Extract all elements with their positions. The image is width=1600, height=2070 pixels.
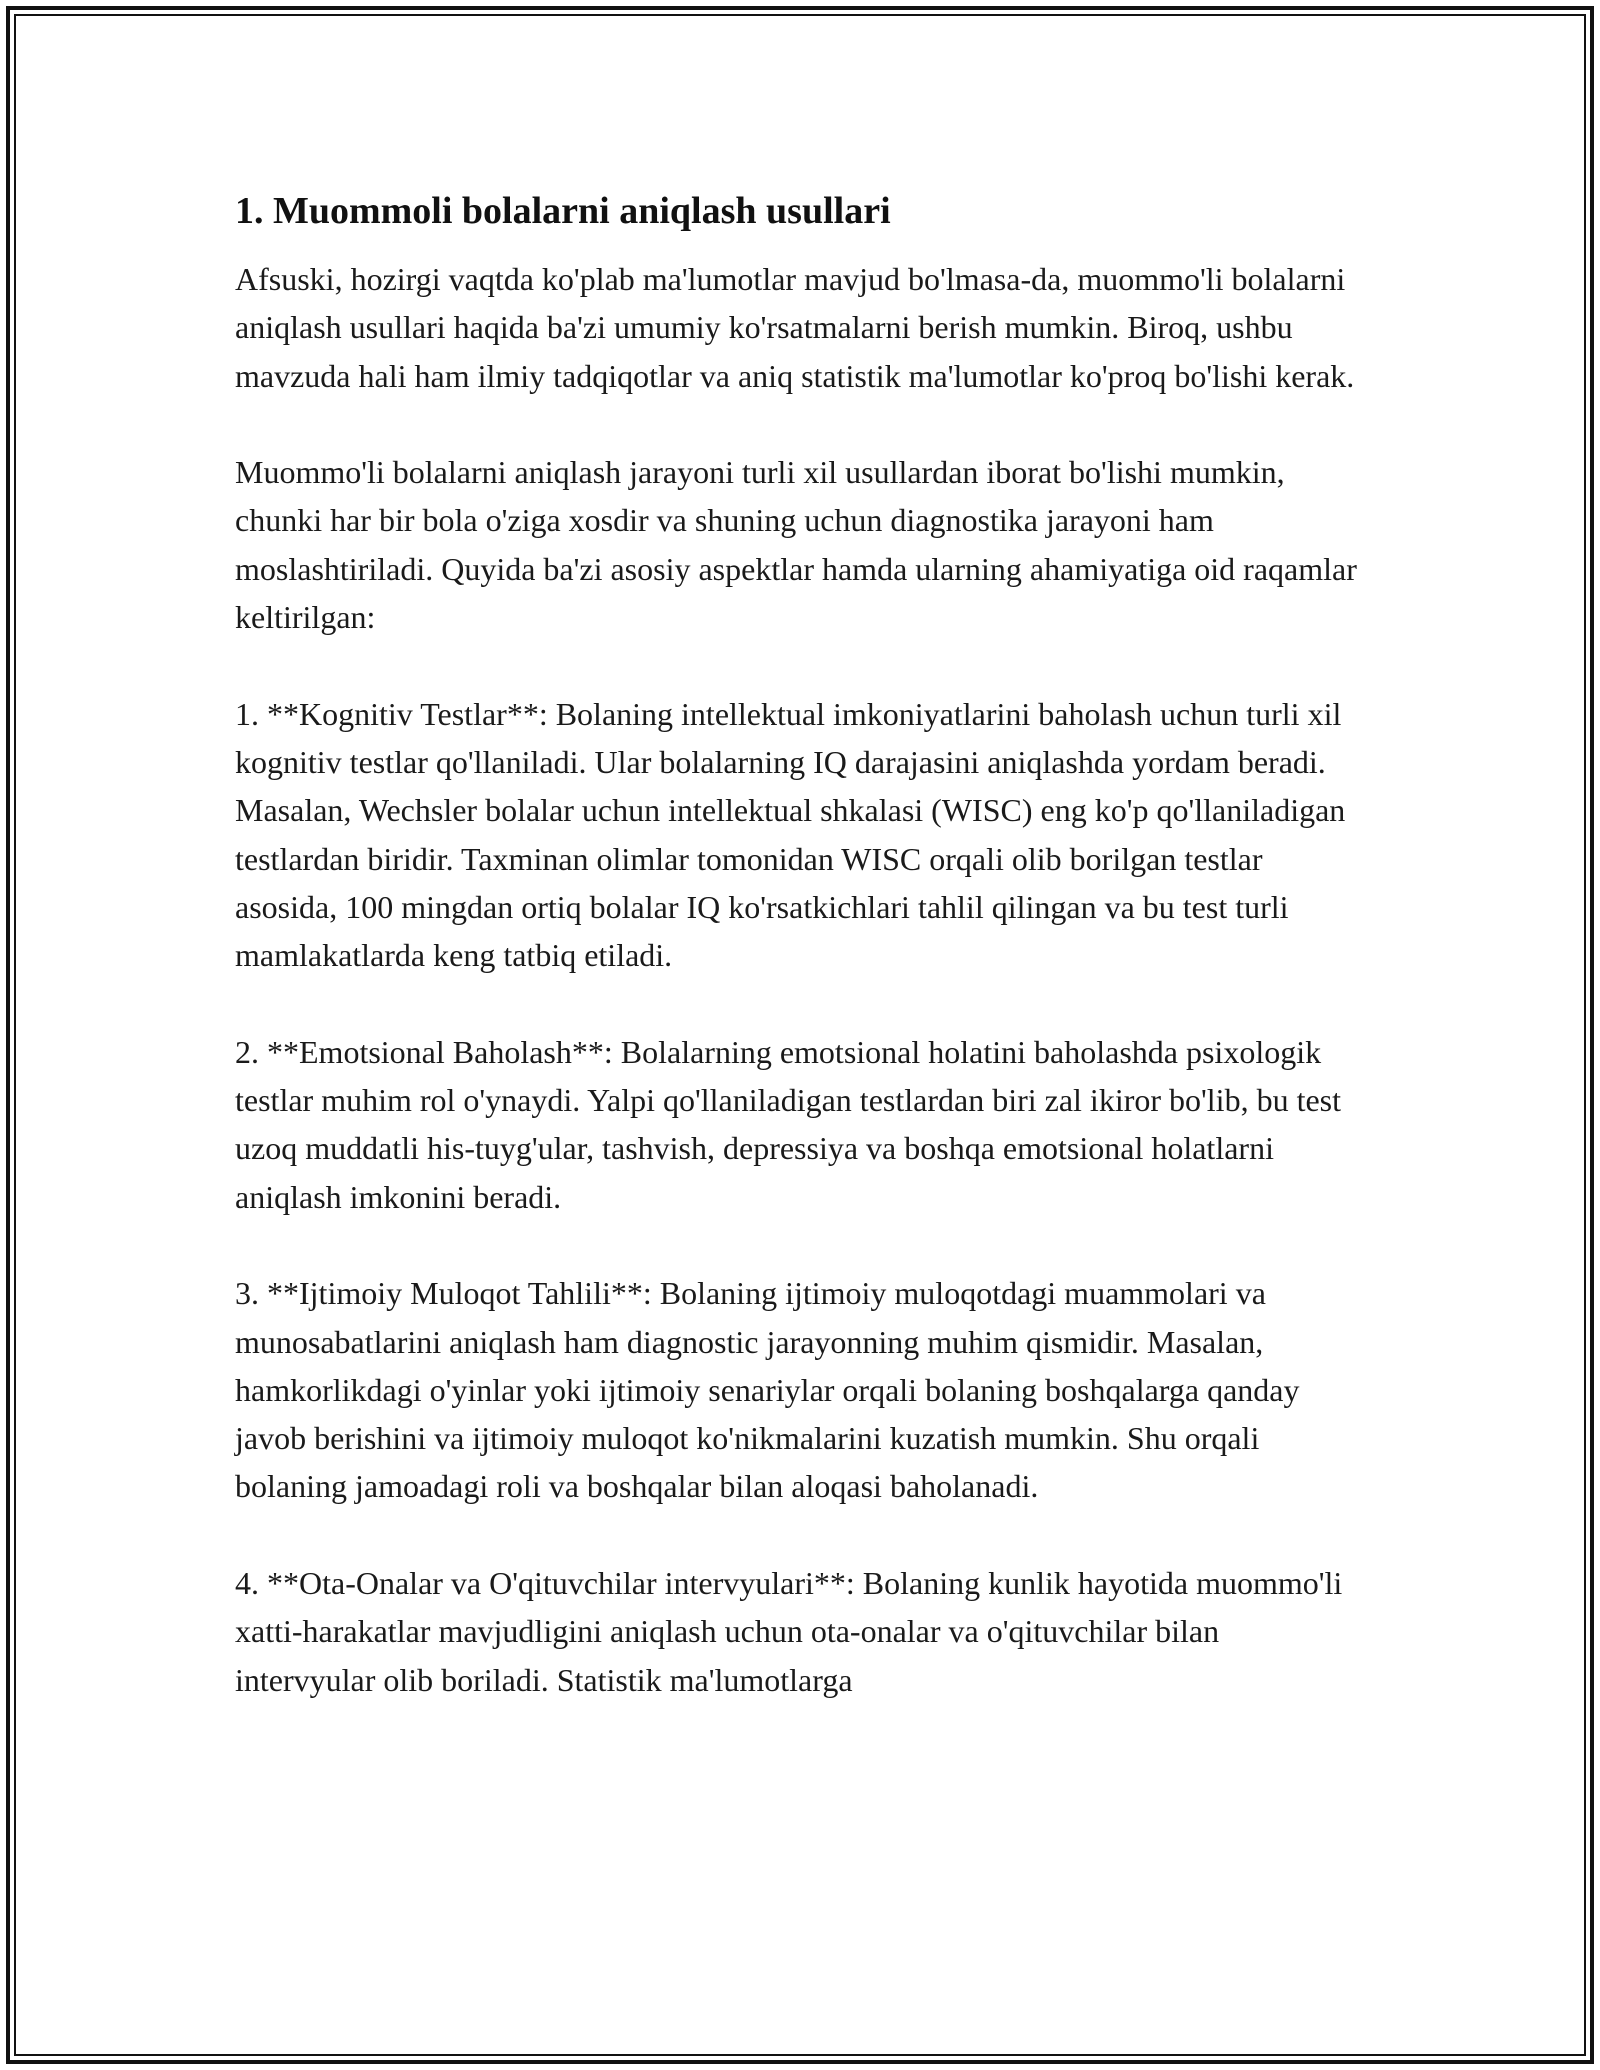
list-item-interviews: 4. **Ota-Onalar va O'qituvchilar intervyulari**: Bolaning kunlik hayotida muommo'li xatti-harakatlar mavjudligini aniqlash uchun ota-onalar va o'qituvchilar bilan intervyular olib boriladi. Statistik ma'lumotlarga: [235, 1565, 1343, 1698]
paragraph-overview: Muommo'li bolalarni aniqlash jarayoni turli xil usullardan iborat bo'lishi mumkin, chunki har bir bola o'ziga xosdir va shuning uchun diagnostika jarayoni ham moslashtiriladi. Quyida ba'zi asosiy aspektlar hamda ularning ahamiyatiga oid raqamlar keltirilgan:: [235, 454, 1357, 636]
paragraph-intro: Afsuski, hozirgi vaqtda ko'plab ma'lumotlar mavjud bo'lmasa-da, muommo'li bolalarni aniqlash usullari haqida ba'zi umumiy ko'rsatmalarni berish mumkin. Biroq, ushbu mavzuda hali ham ilmiy tadqiqotlar va aniq statistik ma'lumotlar ko'proq bo'lishi kerak.: [235, 261, 1355, 394]
list-item-cognitive-tests: 1. **Kognitiv Testlar**: Bolaning intellektual imkoniyatlarini baholash uchun turli xil kognitiv testlar qo'llaniladi. Ular bolalarning IQ darajasini aniqlashda yordam beradi. Masalan, Wechsler bolalar uchun intellektual shkalasi (WISC) eng ko'p qo'llaniladigan testlardan biridir. Taxminan olimlar tomonidan WISC orqali olib borilgan testlar asosida, 100 mingdan ortiq bolalar IQ ko'rsatkichlari tahlil qilingan va bu test turli mamlakatlarda keng tatbiq etiladi.: [235, 695, 1346, 974]
list-item-social-communication: 3. **Ijtimoiy Muloqot Tahlili**: Bolaning ijtimoiy muloqotdagi muammolari va munosabatlarini aniqlash ham diagnostic jarayonning muhim qismidir. Masalan, hamkorlikdagi o'yinlar yoki ijtimoiy senariylar orqali bolaning boshqalarga qanday javob berishini va ijtimoiy muloqot ko'nikmalarini kuzatish mumkin. Shu orqali bolaning jamoadagi roli va boshqalar bilan aloqasi baholanadi.: [235, 1275, 1300, 1505]
section-heading: 1. Muommoli bolalarni aniqlash usullari: [235, 190, 891, 232]
document-body: [235, 185, 1365, 1752]
list-item-emotional-assessment: 2. **Emotsional Baholash**: Bolalarning emotsional holatini baholashda psixologik testlar muhim rol o'ynaydi. Yalpi qo'llaniladigan testlardan biri zal ikiror bo'lib, bu test uzoq muddatli his-tuyg'ular, tashvish, depressiya va boshqa emotsional holatlarni aniqlash imkonini beradi.: [235, 1033, 1341, 1215]
